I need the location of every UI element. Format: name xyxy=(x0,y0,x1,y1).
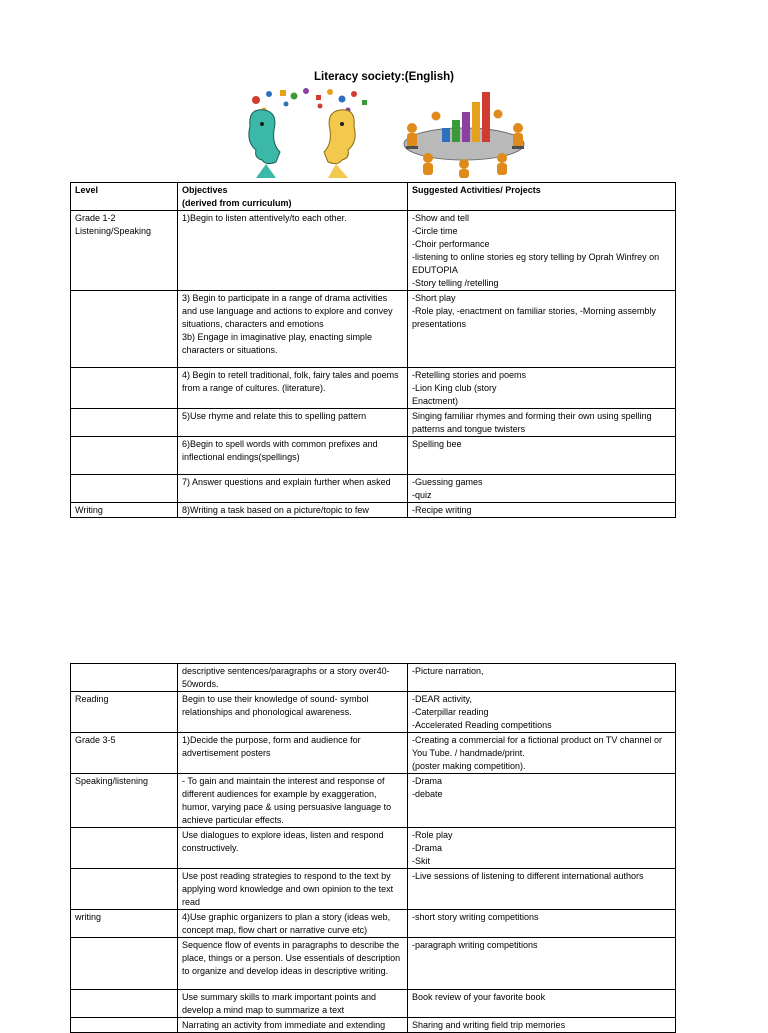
objective-cell: Use dialogues to explore ideas, listen and respond constructively. xyxy=(178,828,408,869)
objective-cell: Begin to use their knowledge of sound- symbol relationships and phonological awareness. xyxy=(178,692,408,733)
objective-cell: 1)Decide the purpose, form and audience for advertisement posters xyxy=(178,733,408,774)
level-cell xyxy=(71,664,178,692)
objective-cell: 1)Begin to listen attentively/to each other. xyxy=(178,211,408,291)
activity-cell: -Drama -debate xyxy=(408,774,676,828)
activity-cell: -Picture narration, xyxy=(408,664,676,692)
activity-cell: -DEAR activity, -Caterpillar reading -Accelerated Reading competitions xyxy=(408,692,676,733)
activity-cell: -Creating a commercial for a fictional product on TV channel or You Tube. / handmade/print. (poster making competition). xyxy=(408,733,676,774)
table-header-row xyxy=(71,183,676,211)
table-row xyxy=(71,990,676,1018)
activity-cell: Spelling bee xyxy=(408,437,676,475)
table-row xyxy=(71,869,676,910)
activity-cell: Book review of your favorite book xyxy=(408,990,676,1018)
objective-cell: Sequence flow of events in paragraphs to describe the place, things or a person. Use essentials of description to organize and develop ideas in descriptive writing. xyxy=(178,938,408,990)
literacy-illustration xyxy=(236,86,536,178)
level-cell xyxy=(71,368,178,409)
table-row xyxy=(71,503,676,518)
activity-cell: Singing familiar rhymes and forming their own using spelling patterns and tongue twisters xyxy=(408,409,676,437)
activity-cell: -Show and tell -Circle time -Choir performance -listening to online stories eg story telling by Oprah Winfrey on EDUTOPIA -Story telling /retelling xyxy=(408,211,676,291)
objectives-table-page2 xyxy=(70,663,676,1033)
level-cell xyxy=(71,990,178,1018)
level-cell xyxy=(71,437,178,475)
table-row xyxy=(71,1018,676,1033)
table-row xyxy=(71,938,676,990)
table-row xyxy=(71,910,676,938)
activity-cell: Sharing and writing field trip memories xyxy=(408,1018,676,1033)
objective-cell: descriptive sentences/paragraphs or a story over40-50words. xyxy=(178,664,408,692)
table-row xyxy=(71,475,676,503)
objective-cell: 8)Writing a task based on a picture/topic to few xyxy=(178,503,408,518)
objective-cell: 4)Use graphic organizers to plan a story (ideas web, concept map, flow chart or narrative curve etc) xyxy=(178,910,408,938)
objective-cell: 3) Begin to participate in a range of drama activities and use language and actions to explore and convey situations, characters and emotions 3b) Engage in imaginative play, enacting simple characters or situations. xyxy=(178,291,408,368)
level-cell xyxy=(71,938,178,990)
level-cell xyxy=(71,869,178,910)
header-activities: Suggested Activities/ Projects xyxy=(408,183,676,211)
table-row xyxy=(71,368,676,409)
activity-cell: -Guessing games -quiz xyxy=(408,475,676,503)
objective-cell: Narrating an activity from immediate and extending xyxy=(178,1018,408,1033)
level-cell: Writing xyxy=(71,503,178,518)
table-row xyxy=(71,291,676,368)
header-level: Level xyxy=(71,183,178,211)
activity-cell: -paragraph writing competitions xyxy=(408,938,676,990)
objectives-table-page1 xyxy=(70,182,676,518)
activity-cell: -Role play -Drama -Skit xyxy=(408,828,676,869)
level-cell xyxy=(71,409,178,437)
table-row xyxy=(71,828,676,869)
team-meeting-chart-icon xyxy=(404,92,524,178)
activity-cell: -Retelling stories and poems -Lion King club (story Enactment) xyxy=(408,368,676,409)
level-cell xyxy=(71,828,178,869)
objective-cell: - To gain and maintain the interest and response of different audiences for example by exaggeration, humor, varying pace & using persuasive language to achieve particular effects. xyxy=(178,774,408,828)
level-cell xyxy=(71,291,178,368)
objective-cell: Use post reading strategies to respond to the text by applying word knowledge and own opinion to the text read xyxy=(178,869,408,910)
table-row xyxy=(71,211,676,291)
objective-cell: Use summary skills to mark important points and develop a mind map to summarize a text xyxy=(178,990,408,1018)
level-cell: Grade 1-2 Listening/Speaking xyxy=(71,211,178,291)
table-row xyxy=(71,774,676,828)
level-cell: Grade 3-5 xyxy=(71,733,178,774)
table-row xyxy=(71,437,676,475)
thinking-heads-icon xyxy=(249,88,367,178)
activity-cell: -Short play -Role play, -enactment on familiar stories, -Morning assembly presentations xyxy=(408,291,676,368)
activity-cell: -Recipe writing xyxy=(408,503,676,518)
level-cell: Reading xyxy=(71,692,178,733)
table-row xyxy=(71,664,676,692)
level-cell xyxy=(71,475,178,503)
level-cell: Speaking/listening xyxy=(71,774,178,828)
objective-cell: 6)Begin to spell words with common prefixes and inflectional endings(spellings) xyxy=(178,437,408,475)
activity-cell: -Live sessions of listening to different international authors xyxy=(408,869,676,910)
objective-cell: 4) Begin to retell traditional, folk, fairy tales and poems from a range of cultures. (literature). xyxy=(178,368,408,409)
level-cell xyxy=(71,1018,178,1033)
table-row xyxy=(71,409,676,437)
level-cell: writing xyxy=(71,910,178,938)
header-objectives: Objectives (derived from curriculum) xyxy=(178,183,408,211)
activity-cell: -short story writing competitions xyxy=(408,910,676,938)
objective-cell: 5)Use rhyme and relate this to spelling pattern xyxy=(178,409,408,437)
objective-cell: 7) Answer questions and explain further when asked xyxy=(178,475,408,503)
table-row xyxy=(71,733,676,774)
table-row xyxy=(71,692,676,733)
document-title: Literacy society:(English) xyxy=(314,71,454,83)
